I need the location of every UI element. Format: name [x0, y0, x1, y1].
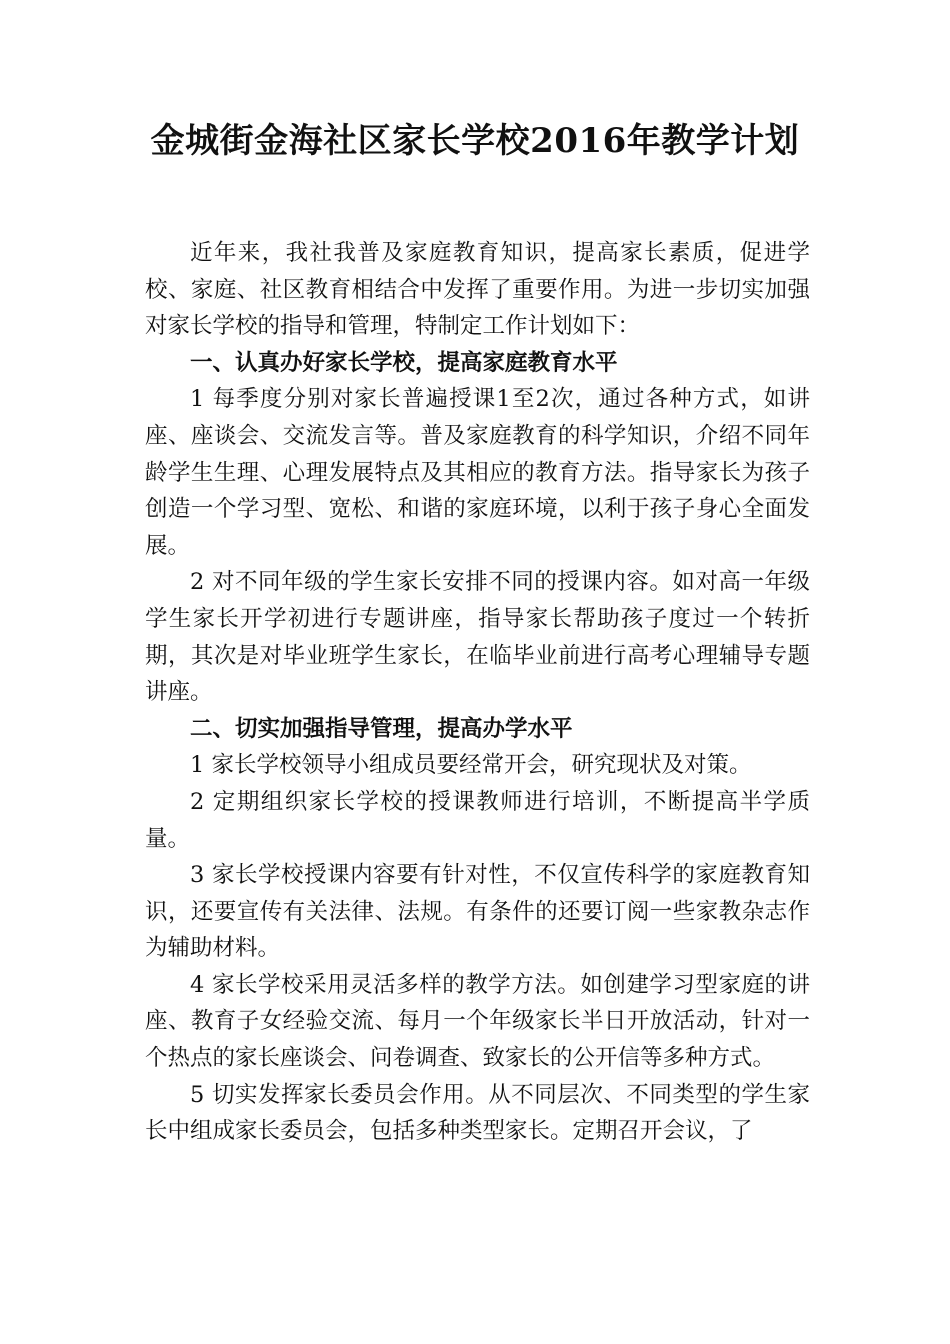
section-2-item-2: 2 定期组织家长学校的授课教师进行培训，不断提高半学质量。: [145, 788, 810, 852]
section-heading-1: 一、认真办好家长学校，提高家庭教育水平: [190, 349, 618, 376]
section-heading-2: 二、切实加强指导管理，提高办学水平: [190, 715, 573, 742]
document-title: 金城街金海社区家长学校2016年教学计划: [150, 121, 800, 161]
document-body: [145, 235, 810, 1150]
section-2-item-5: 5 切实发挥家长委员会作用。从不同层次、不同类型的学生家长中组成家长委员会，包括多种类型家长。定期召开会议，了: [145, 1081, 810, 1145]
section-1-item-1: 1 每季度分别对家长普遍授课1至2次，通过各种方式，如讲座、座谈会、交流发言等。普及家庭教育的科学知识，介绍不同年龄学生生理、心理发展特点及其相应的教育方法。指导家长为孩子创造一个学习型、宽松、和谐的家庭环境，以利于孩子身心全面发展。: [145, 386, 810, 559]
section-2-item-1: 1 家长学校领导小组成员要经常开会，研究现状及对策。: [190, 752, 752, 779]
section-2-item-3: 3 家长学校授课内容要有针对性，不仅宣传科学的家庭教育知识，还要宣传有关法律、法规。有条件的还要订阅一些家教杂志作为辅助材料。: [145, 862, 810, 962]
section-2-item-4: 4 家长学校采用灵活多样的教学方法。如创建学习型家庭的讲座、教育子女经验交流、每月一个年级家长半日开放活动，针对一个热点的家长座谈会、问卷调查、致家长的公开信等多种方式。: [145, 971, 810, 1072]
intro-paragraph: 近年来，我社我普及家庭教育知识，提高家长素质，促进学校、家庭、社区教育相结合中发挥了重要作用。为进一步切实加强对家长学校的指导和管理，特制定工作计划如下：: [145, 240, 810, 340]
section-1-item-2: 2 对不同年级的学生家长安排不同的授课内容。如对高一年级学生家长开学初进行专题讲座，指导家长帮助孩子度过一个转折期，其次是对毕业班学生家长，在临毕业前进行高考心理辅导专题讲座。: [145, 569, 810, 706]
